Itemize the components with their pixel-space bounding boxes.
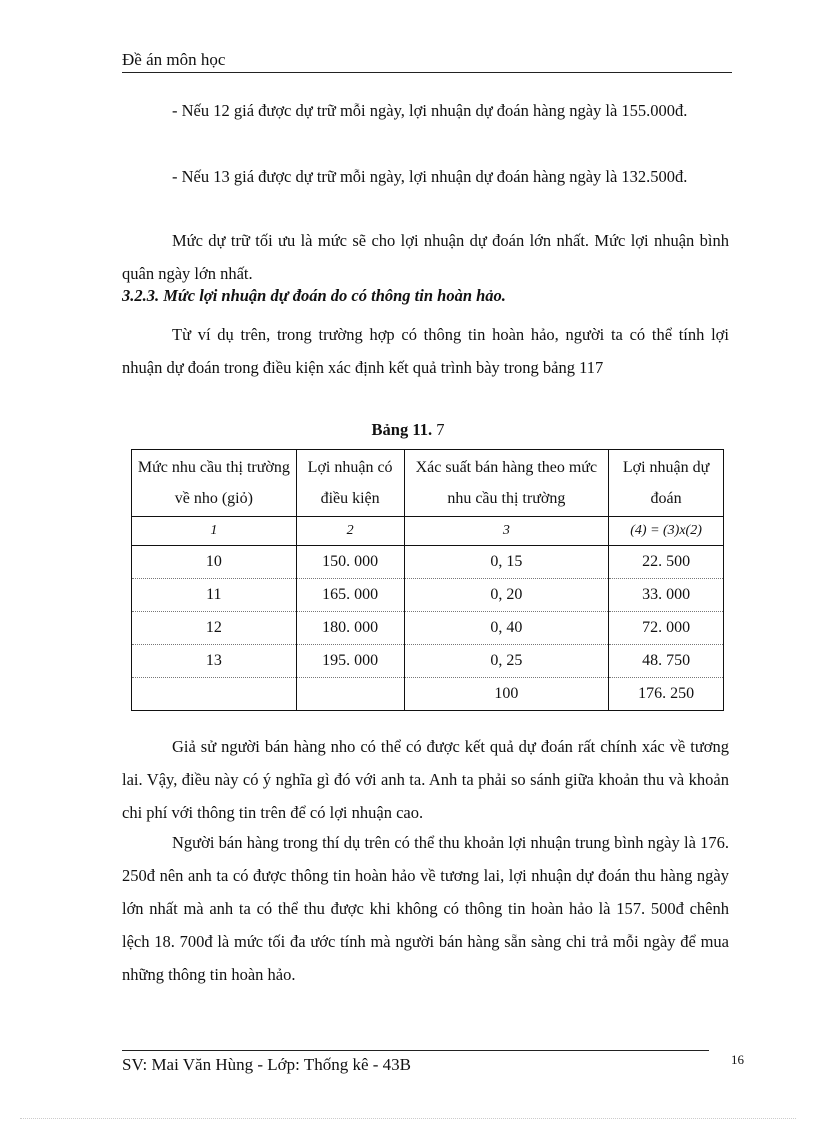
table-cell: 195. 000 xyxy=(296,645,404,678)
index-cell: (4) = (3)x(2) xyxy=(609,517,724,546)
table-row xyxy=(132,645,724,678)
table-cell: 0, 25 xyxy=(404,645,609,678)
table-caption xyxy=(0,420,816,440)
paragraph-3: Mức dự trữ tối ưu là mức sẽ cho lợi nhuận dự đoán lớn nhất. Mức lợi nhuận bình quân ngày lớn nhất. xyxy=(122,231,729,283)
table-index-row xyxy=(132,517,724,546)
table-caption-label: Bảng 11. xyxy=(371,420,433,439)
total-cell: 176. 250 xyxy=(609,678,724,711)
table-cell: 150. 000 xyxy=(296,546,404,579)
table-cell: 180. 000 xyxy=(296,612,404,645)
profit-table xyxy=(131,449,724,711)
table-header-row xyxy=(132,450,724,517)
table-cell: 10 xyxy=(132,546,297,579)
table-cell: 22. 500 xyxy=(609,546,724,579)
table-cell: 48. 750 xyxy=(609,645,724,678)
table-cell: 12 xyxy=(132,612,297,645)
table-caption-number: 7 xyxy=(436,420,445,439)
page-footer: SV: Mai Văn Hùng - Lớp: Thống kê - 43B xyxy=(122,1055,411,1074)
header-conditional-profit: Lợi nhuận có điều kiện xyxy=(296,450,404,517)
index-cell: 3 xyxy=(404,517,609,546)
page-header: Đề án môn học xyxy=(122,50,732,73)
header-demand: Mức nhu cầu thị trường về nho (giỏ) xyxy=(132,450,297,517)
page-bottom-divider xyxy=(20,1118,796,1119)
header-expected-profit: Lợi nhuận dự đoán xyxy=(609,450,724,517)
paragraph-2: - Nếu 13 giá được dự trữ mỗi ngày, lợi nhuận dự đoán hàng ngày là 132.500đ. xyxy=(172,167,688,186)
table-cell: 11 xyxy=(132,579,297,612)
footer-divider xyxy=(122,1050,709,1051)
table-cell: 0, 20 xyxy=(404,579,609,612)
section-heading: 3.2.3. Mức lợi nhuận dự đoán do có thông tin hoàn hảo. xyxy=(122,286,506,305)
total-cell: 100 xyxy=(404,678,609,711)
paragraph-6: Người bán hàng trong thí dụ trên có thể thu khoản lợi nhuận trung bình ngày là 176. 250đ nên anh ta có được thông tin hoàn hảo về tương lai, lợi nhuận dự đoán thu hàng ngày lớn nhất mà anh ta có thể thu được khi không có thông tin hoàn hảo là 157. 500đ chênh lệch 18. 700đ là mức tối đa ước tính mà người bán hàng sẵn sàng chi trả mỗi ngày để mua những thông tin hoàn hảo. xyxy=(122,833,729,984)
index-cell: 2 xyxy=(296,517,404,546)
paragraph-1: - Nếu 12 giá được dự trữ mỗi ngày, lợi nhuận dự đoán hàng ngày là 155.000đ. xyxy=(172,101,688,120)
table-cell: 165. 000 xyxy=(296,579,404,612)
page-number: 16 xyxy=(731,1052,744,1067)
table-cell: 72. 000 xyxy=(609,612,724,645)
table-row xyxy=(132,546,724,579)
table-cell: 0, 15 xyxy=(404,546,609,579)
table-cell: 13 xyxy=(132,645,297,678)
table-cell: 0, 40 xyxy=(404,612,609,645)
index-cell: 1 xyxy=(132,517,297,546)
table-cell: 33. 000 xyxy=(609,579,724,612)
total-cell xyxy=(132,678,297,711)
total-cell xyxy=(296,678,404,711)
paragraph-4: Từ ví dụ trên, trong trường hợp có thông tin hoàn hảo, người ta có thể tính lợi nhuận dự đoán trong điều kiện xác định kết quả trình bày trong bảng 117 xyxy=(122,325,729,377)
paragraph-5: Giả sử người bán hàng nho có thể có được kết quả dự đoán rất chính xác về tương lai. Vậy, điều này có ý nghĩa gì đó với anh ta. Anh ta phải so sánh giữa khoản thu và khoản chi phí với thông tin trên để có lợi nhuận cao. xyxy=(122,737,729,822)
table-total-row xyxy=(132,678,724,711)
table-row xyxy=(132,579,724,612)
header-probability: Xác suất bán hàng theo mức nhu cầu thị trường xyxy=(404,450,609,517)
table-row xyxy=(132,612,724,645)
